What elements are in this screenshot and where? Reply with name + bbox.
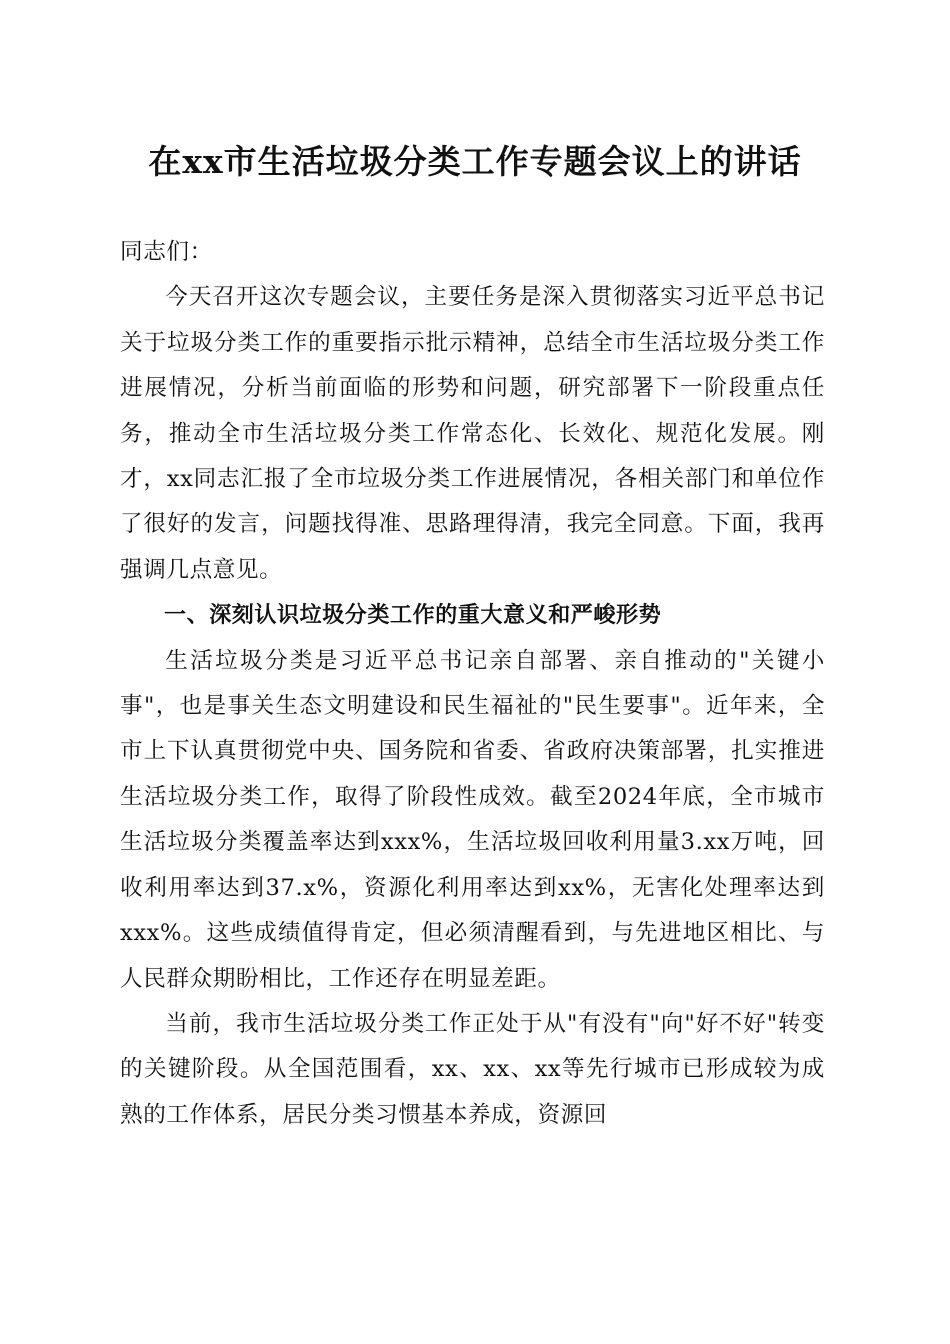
paragraph-current-situation: 当前，我市生活垃圾分类工作正处于从"有没有"向"好不好"转变的关键阶段。从全国范围看，xx、xx、xx等先行城市已形成较为成熟的工作体系，居民分类习惯基本养成，资源回 — [120, 1010, 825, 1128]
salutation: 同志们： — [120, 239, 213, 265]
section-heading: 一、深刻认识垃圾分类工作的重大意义和严峻形势 — [164, 603, 662, 629]
document-title: 在xx市生活垃圾分类工作专题会议上的讲话 — [148, 142, 802, 181]
paragraph-significance: 生活垃圾分类是习近平总书记亲自部署、亲自推动的"关键小事"，也是事关生态文明建设和民生福祉的"民生要事"。近年来，全市上下认真贯彻党中央、国务院和省委、省政府决策部署，扎实推进生活垃圾分类工作，取得了阶段性成效。截至2024年底，全市城市生活垃圾分类覆盖率达到xxx%，生活垃圾回收利用量3.xx万吨，回收利用率达到37.x%，资源化利用率达到xx%，无害化处理率达到xxx%。这些成绩值得肯定，但必须清醒看到，与先进地区相比、与人民群众期盼相比，工作还存在明显差距。 — [120, 647, 825, 992]
document-body — [120, 230, 825, 1138]
paragraph-intro: 今天召开这次专题会议，主要任务是深入贯彻落实习近平总书记关于垃圾分类工作的重要指示批示精神，总结全市生活垃圾分类工作进展情况，分析当前面临的形势和问题，研究部署下一阶段重点任务，推动全市生活垃圾分类工作常态化、长效化、规范化发展。刚才，xx同志汇报了全市垃圾分类工作进展情况，各相关部门和单位作了很好的发言，问题找得准、思路理得清，我完全同意。下面，我再强调几点意见。 — [120, 284, 825, 583]
